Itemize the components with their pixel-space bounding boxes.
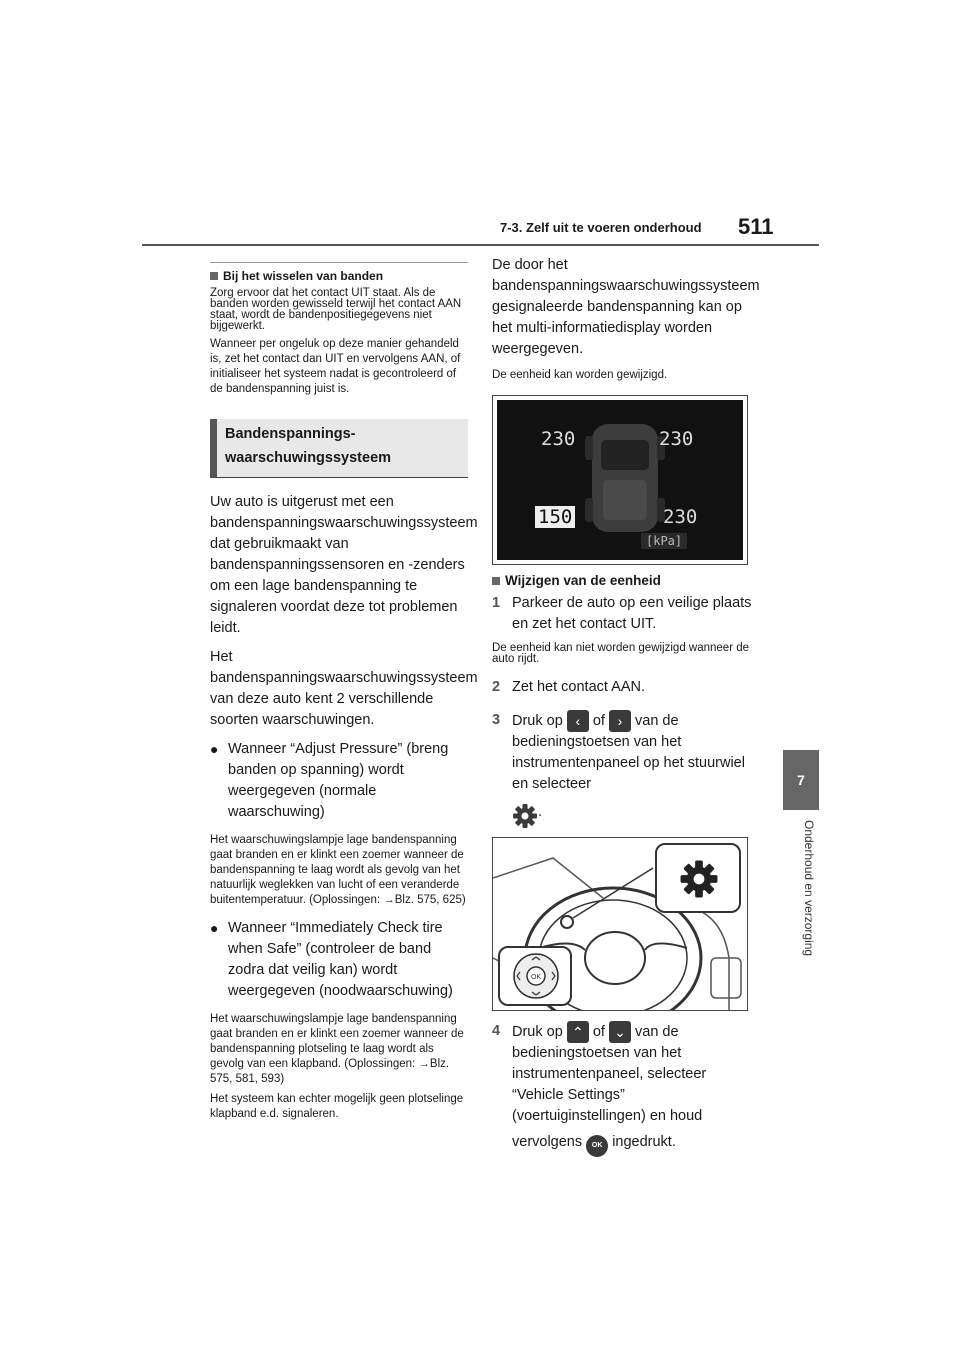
step-1: 1 Parkeer de auto op een veilige plaats en zet het contact UIT. [492,595,752,632]
step-3: 3 Druk op ‹ of › van de bedieningstoetsen van het instrumentenpaneel op het stuurwiel en selecteer . [492,710,754,829]
gear-icon [679,859,719,899]
right-column [492,255,760,1165]
rear-right-pressure: 230 [663,506,698,528]
tire-change-note: Zorg ervoor dat het contact UIT staat. Als de banden worden gewisseld terwijl het contact AAN staat, wordt de bandenpositiegegevens niet bijgewerkt. [210,287,462,332]
step-2: 2 Zet het contact AAN. [492,679,645,695]
intro-paragraph: Uw auto is uitgerust met een bandenspanningswaarschuwingssysteem dat gebruikmaakt van bandenspanningssensoren en -zenders om een lage bandenspanning te signaleren voordat deze tot problemen leidt. [210,494,478,636]
running-header: 7-3. Zelf uit te voeren onderhoud [500,220,702,235]
normal-warning-note: Het waarschuwingslampje lage bandenspanning gaat branden en er klinkt een zoemer wanneer de bandenspanning te laag wordt als gevolg van het natuurlijk weglekken van lucht of een veranderde buitentemperatuur. (Oplossingen: →Blz. 575, 625) [210,834,466,906]
step-4: 4 Druk op ⌃ of ⌄ van de bedieningstoetsen van het instrumentenpaneel, selecteer “Vehicle Settings” (voertuiginstellingen) en houd vervolgens OK ingedrukt. [492,1021,754,1157]
step-1-note: De eenheid kan niet worden gewijzigd wanneer de auto rijdt. [492,642,750,665]
chapter-tab: 7 [783,750,819,810]
svg-text:OK: OK [530,974,542,981]
subsection-heading: Bij het wisselen van banden [210,269,468,283]
car-top-view-icon [497,400,745,562]
tire-pressure-display-figure [492,395,748,565]
steering-wheel-figure [492,837,748,1011]
bullet-emergency-warning: ● Wanneer “Immediately Check tire when Safe” (controleer de band zodra dat veilig kan) wordt weergegeven (noodwaarschuwing) [210,918,468,1002]
page-number: 511 [738,214,774,239]
front-right-pressure: 230 [659,428,694,450]
unit-change-heading: Wijzigen van de eenheid [492,573,754,588]
tire-change-note-2: Wanneer per ongeluk op deze manier gehandeld is, zet het contact dan UIT en vervolgens AAN, of initialiseer het systeem nadat is gecontroleerd of de bandenspanning juist is. [210,338,461,395]
unit-note: De eenheid kan worden gewijzigd. [492,369,668,381]
section-heading: Bandenspannings-waarschuwingssysteem [210,419,468,478]
front-left-pressure: 230 [541,428,576,450]
subsection-rule [210,262,468,263]
chevron-right-icon: › [609,710,631,732]
bullet-dot-icon: ● [210,920,219,936]
warning-types-paragraph: Het bandenspanningswaarschuwingssysteem van deze auto kent 2 verschillende soorten waarschuwingen. [210,649,478,728]
display-paragraph: De door het bandenspanningswaarschuwingssysteem gesignaleerde bandenspanning kan op het multi-informatiedisplay worden weergegeven. [492,257,760,357]
limitation-note: Het systeem kan echter mogelijk geen plotselinge klapband e.d. signaleren. [210,1093,464,1120]
ok-button-icon: OK [586,1135,608,1157]
rear-left-pressure-warning: 150 [535,506,575,528]
chevron-up-icon: ⌃ [567,1021,589,1043]
gear-icon [512,803,538,829]
header-rule [142,244,819,246]
emergency-warning-note: Het waarschuwingslampje lage bandenspanning gaat branden en er klinkt een zoemer wanneer de bandenspanning plotseling te laag wordt als gevolg van een klapband. (Oplossingen: →Blz. 575, 581, 593) [210,1013,464,1085]
bullet-normal-warning: ● Wanneer “Adjust Pressure” (breng banden op spanning) wordt weergegeven (normale waarschuwing) [210,739,468,823]
callout-settings-box [655,843,741,913]
bullet-dot-icon: ● [210,741,219,757]
chevron-left-icon: ‹ [567,710,589,732]
control-pad-icon [506,950,566,1002]
chevron-down-icon: ⌄ [609,1021,631,1043]
square-bullet-icon [210,272,218,280]
chapter-label: Onderhoud en verzorging [802,820,816,957]
pressure-unit: [kPa] [641,533,687,549]
callout-control-switch-box [498,946,572,1006]
multi-information-display [497,400,743,560]
square-bullet-icon [492,577,500,585]
left-column [210,262,478,1127]
